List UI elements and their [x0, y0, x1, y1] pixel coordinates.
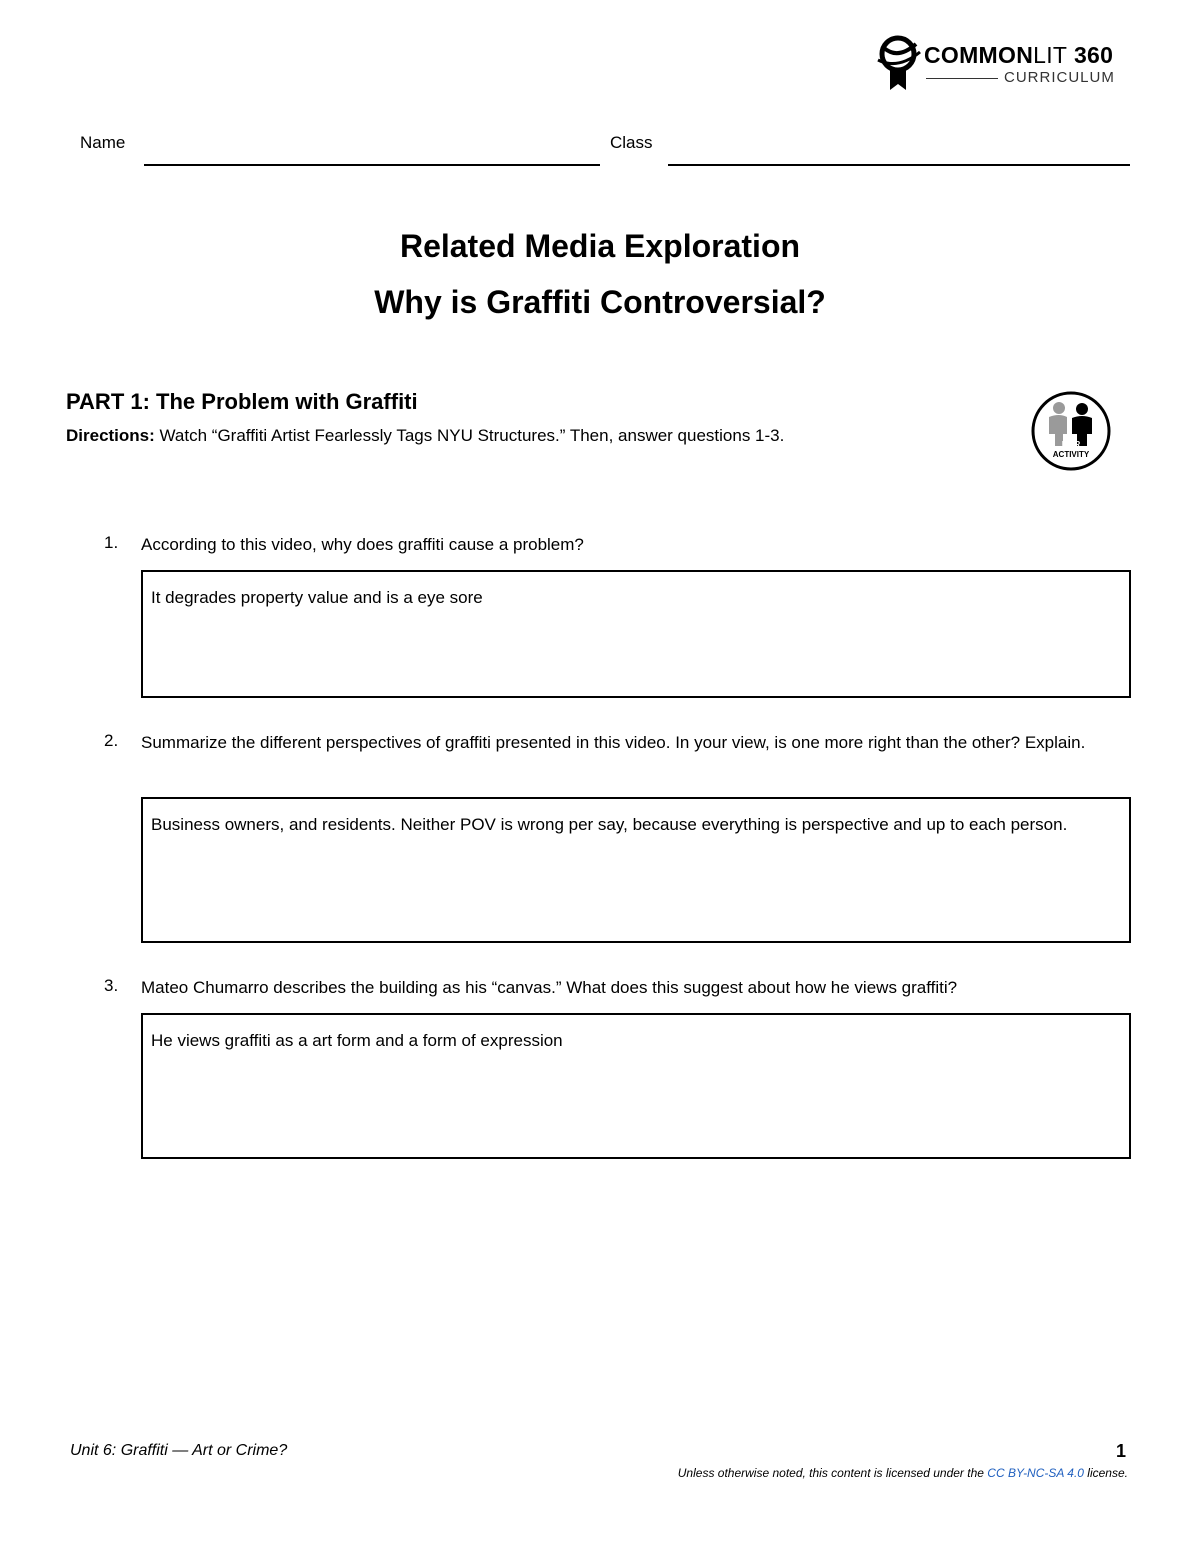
question-2-answer-box[interactable]: [141, 797, 1131, 943]
logo-divider: [926, 78, 998, 79]
part1-directions: [66, 426, 784, 446]
question-3-answer: He views graffiti as a art form and a form of expression: [151, 1031, 563, 1050]
name-field[interactable]: [144, 164, 600, 166]
directions-label: Directions:: [66, 426, 155, 445]
badge-text-1: PAIR: [1061, 440, 1081, 449]
part1-heading: PART 1: The Problem with Graffiti: [66, 389, 418, 414]
question-1-text: According to this video, why does graffiti cause a problem?: [141, 535, 584, 554]
question-2-text: Summarize the different perspectives of graffiti presented in this video. In your view, is one more right than the other? Explain.: [141, 733, 1086, 752]
name-label: Name: [80, 133, 126, 152]
badge-text-2: ACTIVITY: [1052, 450, 1090, 459]
question-3-number: 3.: [104, 976, 119, 995]
page-title: Related Media Exploration: [399, 228, 801, 264]
pair-activity-icon: [1030, 390, 1112, 472]
question-1-number: 1.: [104, 533, 119, 552]
question-1-answer: It degrades property value and is a eye sore: [151, 588, 483, 607]
question-2-answer: Business owners, and residents. Neither POV is wrong per say, because everything is perspective and up to each person.: [151, 815, 1068, 834]
class-label: Class: [610, 133, 653, 152]
question-3-answer-box[interactable]: [141, 1013, 1131, 1159]
page-number: 1: [1116, 1441, 1127, 1461]
license-suffix: license.: [1083, 1466, 1128, 1480]
globe-ribbon-icon: [876, 34, 922, 94]
license-prefix: Unless otherwise noted, this content is licensed under the: [677, 1466, 988, 1480]
question-1-answer-box[interactable]: [141, 570, 1131, 698]
footer-unit: Unit 6: Graffiti — Art or Crime?: [70, 1442, 288, 1459]
question-3-text: Mateo Chumarro describes the building as his “canvas.” What does this suggest about how he views graffiti?: [141, 978, 958, 997]
logo-subtitle: CURRICULUM: [1004, 69, 1115, 86]
question-2-number: 2.: [104, 731, 119, 750]
directions-text: Watch “Graffiti Artist Fearlessly Tags NYU Structures.” Then, answer questions 1-3.: [154, 426, 785, 445]
commonlit-logo: [876, 34, 1136, 94]
license-note: [678, 1466, 1128, 1480]
page-subtitle: Why is Graffiti Controversial?: [374, 284, 826, 320]
class-field[interactable]: [668, 164, 1130, 166]
license-link[interactable]: CC BY-NC-SA 4.0: [987, 1466, 1084, 1480]
logo-brand: COMMONLIT 360: [924, 42, 1114, 68]
